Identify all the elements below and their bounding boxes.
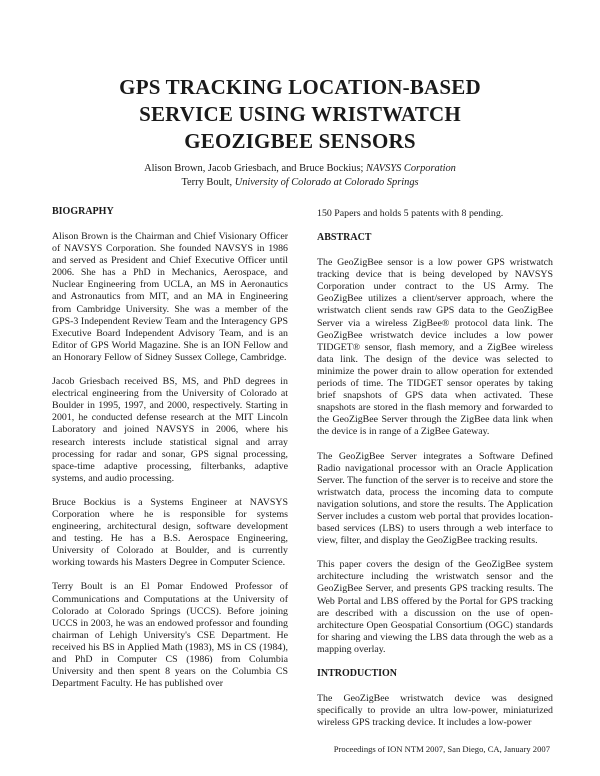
title-line: GPS TRACKING LOCATION-BASED (119, 75, 481, 99)
paper-title (40, 74, 560, 155)
abstract-paragraph: The GeoZigBee Server integrates a Software Defined Radio navigational processor with an Oracle Application Server. The function of the server is to receive and store the wristwatch data, process the incoming data to compute navigation solutions, and store the results. The Application Server includes a custom web portal that provides location-based services (LBS) to users through a web interface to view, filter, and display the GeoZigBee tracking results. (317, 450, 553, 547)
biography-paragraph: Jacob Griesbach received BS, MS, and PhD degrees in electrical engineering from the University of Colorado at Boulder in 1995, 1997, and 2000, respectively. Starting in 2001, he conducted defense research at the MIT Lincoln Laboratory and joined NAVSYS in 2006, where his research interests include statistical signal and array processing for radar and sonar, GPS signal processing, space-time adaptive processing, filterbanks, adaptive systems, and audio processing. (52, 376, 288, 484)
affiliation: NAVSYS Corporation (366, 163, 456, 174)
biography-heading: BIOGRAPHY (52, 206, 114, 217)
affiliation: University of Colorado at Colorado Springs (234, 176, 419, 188)
biography-paragraph: Alison Brown is the Chairman and Chief Visionary Officer of NAVSYS Corporation. She founded NAVSYS in 1986 and served as President and Chief Executive Officer until 2006. She has a PhD in Mechanics, Aerospace, and Nuclear Engineering from UCLA, an MS in Aeronautics and Astronautics from MIT, and an MA in Engineering from Cambridge University. She was a member of the GPS-3 Independent Review Team and the Interagency GPS Executive Board Independent Advisory Team, and is an Editor of GPS World Magazine. She is an ION Fellow and an Honorary Fellow of Sidney Sussex College, Cambridge. (52, 231, 288, 363)
authors-line: Alison Brown, Jacob Griesbach, and Bruce Bockius; NAVSYS Corporation (144, 163, 456, 174)
abstract-heading: ABSTRACT (317, 232, 372, 244)
biography-paragraph: Terry Boult is an El Pomar Endowed Professor of Communications and Computations at the University of Colorado at Colorado Springs (UCCS). Before joining UCCS in 2003, he was an endowed professor and founding chairman of Lehigh University's CSE Department. He received his BS in Applied Math (1983), MS in CS (1984), and PhD in Computer CS (1986) from Columbia University and then spent 8 years on the Columbia CS Department Faculty. He has published over (52, 581, 288, 690)
introduction-heading: INTRODUCTION (317, 668, 398, 679)
title-line: SERVICE USING WRISTWATCH (139, 102, 461, 126)
abstract-paragraph: The GeoZigBee sensor is a low power GPS wristwatch tracking device that is being developed by NAVSYS Corporation under contract to the US Army. The GeoZigBee utilizes a client/server approach, where the wristwatch client sends raw GPS data to the GeoZigBee Server via a wireless ZigBee® protocol data link. The GeoZigBee wristwatch device includes a low power TIDGET® sensor, flash memory, and a ZigBee wireless data link. The design of the device was selected to minimize the power drain to allow operation for extended periods of time. The TIDGET sensor operates by taking brief snapshots of GPS data when activated. These snapshots are stored in the flash memory and forwarded to the GeoZigBee Server through the ZigBee data link when the device is in range of a ZigBee Gateway. (317, 257, 553, 438)
author-block (60, 162, 540, 189)
left-column (52, 206, 288, 702)
biography-continuation: 150 Papers and holds 5 patents with 8 pending. (317, 208, 504, 219)
introduction-paragraph: The GeoZigBee wristwatch device was designed specifically to provide an ultra low-power, miniaturized wireless GPS tracking device. It includes a low-power (317, 693, 553, 729)
biography-paragraph: Bruce Bockius is a Systems Engineer at NAVSYS Corporation where he is responsible for systems engineering, architectural design, software development and testing. He has a B.S. Aerospace Engineering, University of Colorado at Boulder, and is currently working towards his Masters Degree in Computer Science. (52, 496, 288, 569)
page-footer: Proceedings of ION NTM 2007, San Diego, CA, January 2007 (333, 744, 550, 754)
abstract-paragraph: This paper covers the design of the GeoZigBee system architecture including the wristwatch sensor and the GeoZigBee Server, and presents GPS tracking results. The Web Portal and LBS offered by the Portal for GPS tracking are described with a discussion on the use of open-architecture Open Geospatial Consortium (OGC) standards for sharing and viewing the LBS data through the web as a mapping overlay. (317, 559, 553, 655)
right-column (317, 208, 553, 741)
authors-line: Terry Boult, University of Colorado at Colorado Springs (181, 176, 419, 188)
title-line: GEOZIGBEE SENSORS (184, 129, 416, 153)
